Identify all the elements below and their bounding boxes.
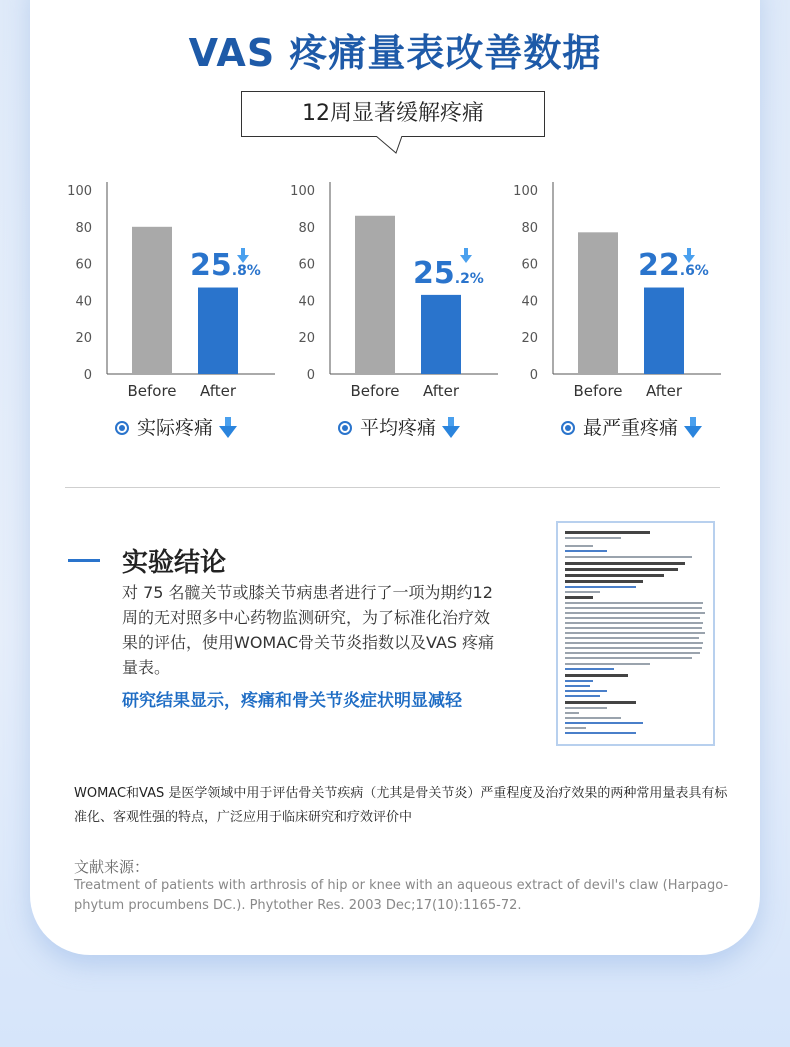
x-tick-label: After — [422, 382, 460, 398]
reduction-main: 25 — [190, 248, 232, 283]
legend-label: 最严重疼痛 — [583, 417, 679, 439]
y-tick-label: 20 — [298, 331, 315, 347]
reduction-suffix: .8% — [231, 263, 261, 279]
chart-actual-pain — [60, 178, 290, 398]
conclusion-title: 实验结论 — [122, 548, 227, 578]
legend-average-pain — [338, 414, 460, 442]
x-tick-label: Before — [127, 382, 177, 398]
down-arrow-icon — [236, 248, 250, 264]
legend-label: 实际疼痛 — [137, 417, 214, 439]
conclusion-highlight: 研究结果显示，疼痛和骨关节炎症状明显减轻 — [122, 691, 462, 711]
reduction-main: 25 — [413, 256, 455, 291]
y-tick-label: 80 — [298, 220, 315, 236]
chart-svg — [60, 178, 290, 398]
reduction-label — [190, 248, 261, 283]
chart-svg — [506, 178, 736, 398]
conclusion-body: 对 75 名髋关节或膝关节病患者进行了一项为期约12周的无对照多中心药物监测研究，为了标准化治疗效果的评估，使用WOMAC骨关节炎指数以及VAS 疼痛量表。 — [122, 583, 495, 677]
scale-note: WOMAC和VAS 是医学领域中用于评估骨关节疾病（尤其是骨关节炎）严重程度及治疗效果的两种常用量表具有标准化、客观性强的特点，广泛应用于临床研究和疗效评价中 — [74, 786, 728, 825]
y-tick-label: 100 — [513, 184, 538, 199]
chart-worst-pain — [506, 178, 736, 398]
y-tick-label: 100 — [67, 184, 92, 199]
y-tick-label: 40 — [75, 294, 92, 310]
target-circle-icon — [115, 421, 129, 435]
legend-label: 平均疼痛 — [360, 417, 437, 439]
bar-before — [355, 216, 395, 374]
x-tick-label: Before — [573, 382, 623, 398]
y-tick-label: 80 — [75, 220, 92, 236]
down-arrow-icon — [219, 417, 237, 439]
down-arrow-icon — [684, 417, 702, 439]
reduction-label — [638, 248, 709, 283]
reduction-main: 22 — [638, 248, 680, 283]
y-tick-label: 20 — [521, 331, 538, 347]
legend-worst-pain — [561, 414, 702, 442]
y-tick-label: 20 — [75, 331, 92, 347]
reference-text: Treatment of patients with arthrosis of hip or knee with an aqueous extract of devil's claw (Harpago-phytum procumbens DC.). Phytother Res. 2003 Dec;17(10):1165-72. — [74, 878, 729, 913]
bar-after — [198, 288, 238, 374]
page-title: VAS 疼痛量表改善数据 — [188, 31, 602, 75]
y-tick-label: 60 — [75, 257, 92, 273]
callout-tail — [376, 136, 402, 154]
y-tick-label: 60 — [298, 257, 315, 273]
target-circle-icon — [561, 421, 575, 435]
y-tick-label: 60 — [521, 257, 538, 273]
legend-actual-pain — [115, 414, 237, 442]
y-tick-label: 40 — [298, 294, 315, 310]
down-arrow-icon — [459, 248, 473, 264]
chart-average-pain — [283, 178, 513, 398]
y-tick-label: 100 — [290, 184, 315, 199]
target-circle-icon — [338, 421, 352, 435]
y-tick-label: 80 — [521, 220, 538, 236]
reduction-suffix: .2% — [454, 271, 484, 287]
paper-thumbnail-icon — [556, 521, 715, 746]
down-arrow-icon — [442, 417, 460, 439]
section-dash — [68, 559, 100, 562]
section-divider — [65, 487, 720, 488]
reduction-label — [413, 256, 484, 291]
y-tick-label: 0 — [83, 368, 92, 383]
y-tick-label: 0 — [306, 368, 315, 383]
callout-box: 12周显著缓解疼痛 — [241, 91, 545, 137]
bar-after — [644, 288, 684, 374]
y-tick-label: 40 — [521, 294, 538, 310]
bar-after — [421, 295, 461, 374]
x-tick-label: After — [645, 382, 683, 398]
x-tick-label: After — [199, 382, 237, 398]
down-arrow-icon — [682, 248, 696, 264]
reference-label: 文献来源： — [74, 858, 150, 876]
bar-before — [578, 232, 618, 374]
x-tick-label: Before — [350, 382, 400, 398]
y-tick-label: 0 — [529, 368, 538, 383]
reduction-suffix: .6% — [679, 263, 709, 279]
bar-before — [132, 227, 172, 374]
